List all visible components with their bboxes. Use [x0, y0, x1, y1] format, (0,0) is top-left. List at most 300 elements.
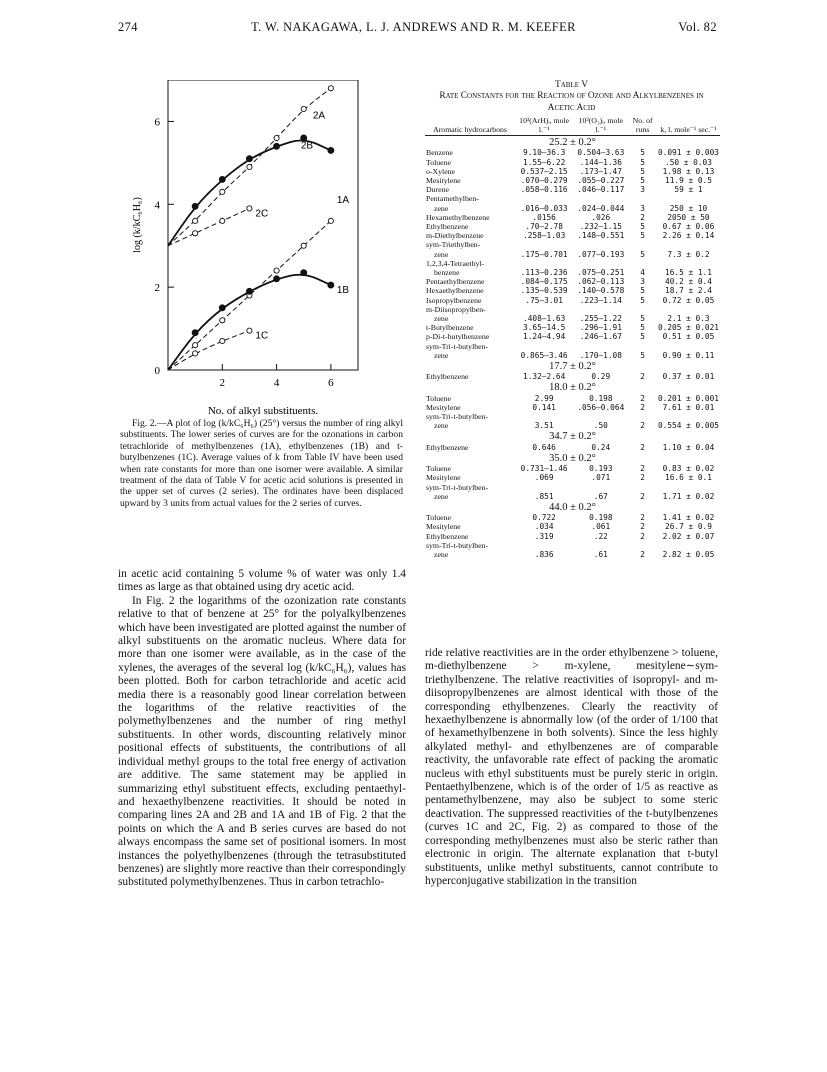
table-cell: 2 [640, 473, 645, 483]
table-row [425, 213, 720, 222]
table-cell: 1,2,3,4-Tetraethyl- [426, 258, 485, 268]
data-point-1B [301, 270, 307, 276]
table-cell: .67 [593, 491, 608, 501]
table-cell: .046–0.117 [577, 185, 625, 195]
table-cell: 16.5 ± 1.1 [665, 268, 712, 278]
plot-frame [168, 80, 358, 370]
table-row [425, 148, 720, 157]
table-cell: 0.193 [589, 464, 613, 474]
table-cell: 5 [640, 350, 645, 360]
table-cell: Durene [426, 185, 449, 195]
plot-axes [132, 80, 358, 417]
table-cell: Toluene [426, 393, 452, 403]
table-cell: .075–0.251 [577, 268, 625, 278]
table-cell: .50 ± 0.03 [665, 157, 712, 167]
table-row [425, 167, 720, 176]
figure-caption-text: Fig. 2.—A plot of log (k/kC₆H₆) (25°) versus the number of ring alkyl substituents. The lower series of curves are for the ozonations in carbon tetrachloride of methylbenzenes (1A), ethylbenzenes (1B) and t-butylbenzenes (1C). Average values of k from Table IV have been used when rate constants for more than one isomer were available. A similar treatment of the data of Table V for acetic acid solutions is presented in the upper set of curves (2 series). The ordinates have been displaced upward by 3 units from actual values for the 2 series of curves. [120, 418, 403, 509]
data-point-2B [274, 143, 280, 149]
table-cell: m-Diethylbenzene [426, 231, 484, 241]
table-cell [515, 412, 573, 421]
table-cell: 1.71 ± 0.02 [662, 491, 715, 501]
page-number: 274 [118, 20, 138, 34]
plot-curves [168, 86, 334, 370]
table-cell [515, 483, 573, 492]
table-cell [628, 342, 657, 351]
data-point-1A [328, 218, 333, 223]
temperature-row [425, 452, 720, 464]
temperature-label: 18.0 ± 0.2° [549, 382, 596, 394]
table-cell [657, 259, 720, 268]
table-cell: 5 [640, 249, 645, 259]
table-cell: zene [434, 203, 449, 213]
table-cell: 0.141 [532, 402, 556, 412]
table-cell: .851 [534, 491, 554, 501]
x-axis-label: No. of alkyl substituents. [207, 405, 319, 417]
data-point-1A [220, 318, 225, 323]
column-header-4: k, l. mole⁻¹ sec.⁻¹ [657, 117, 720, 136]
table-cell: 2 [640, 372, 645, 382]
table-row [425, 305, 720, 314]
table-cell: 0.37 ± 0.01 [662, 372, 715, 382]
table-cell: .056–0.064 [577, 402, 625, 412]
table-cell: Ethylbenzene [426, 372, 469, 382]
table-cell: 0.722 [532, 513, 556, 523]
table-cell: 5 [640, 286, 645, 296]
table-cell [515, 259, 573, 268]
table-cell: 2 [640, 513, 645, 523]
temperature-label: 34.7 ± 0.2° [549, 431, 596, 443]
data-point-2C [220, 218, 225, 223]
table-cell: 1.10 ± 0.04 [662, 442, 715, 452]
table-cell [628, 240, 657, 249]
table-cell [628, 194, 657, 203]
table-row [425, 176, 720, 185]
table-cell: t-Butylbenzene [426, 323, 474, 333]
table-cell: 2 [640, 522, 645, 532]
table-cell: .140–0.578 [577, 286, 625, 296]
column-header-2: 10³(O₃)ᵢ, mole l.⁻¹ [573, 117, 628, 136]
table-cell: 3 [640, 203, 645, 213]
table-cell: 5 [640, 295, 645, 305]
table-cell: 5 [640, 222, 645, 232]
table-cell [657, 240, 720, 249]
table-cell: .246–1.67 [579, 332, 622, 342]
temperature-row [425, 136, 720, 149]
table-cell [573, 412, 628, 421]
table-cell: .071 [591, 473, 611, 483]
table-cell: sym-Tri-t-butylben- [426, 482, 489, 492]
y-tick-label: 6 [154, 116, 160, 129]
table-cell [628, 412, 657, 421]
data-point-2B [328, 147, 334, 153]
table-row [425, 250, 720, 259]
paragraph-continuation: in acetic acid containing 5 volume % of water was only 1.4 times as large as that obtained using dry acetic acid. [118, 568, 406, 594]
table-row [425, 158, 720, 167]
table-cell: 0.646 [532, 442, 556, 452]
table-cell [573, 194, 628, 203]
table-cell: 2.82 ± 0.05 [662, 549, 715, 559]
table-cell: 0.554 ± 0.005 [657, 421, 719, 431]
table-cell: p-Di-t-butylbenzene [426, 332, 490, 342]
table-row [425, 492, 720, 501]
table-cell: 3 [640, 277, 645, 287]
table-cell: .836 [534, 549, 554, 559]
table-cell: 2 [640, 531, 645, 541]
data-point-1B [192, 330, 198, 336]
table-row [425, 342, 720, 351]
data-point-2B [246, 156, 252, 162]
table-cell: 1.24–4.94 [523, 332, 566, 342]
table-cell [515, 342, 573, 351]
table-cell: 5 [640, 176, 645, 185]
table-row [425, 483, 720, 492]
table-cell: 0.67 ± 0.06 [662, 222, 715, 232]
paragraph-right-continuation: ride relative reactivities are in the order ethylbenzene > toluene, m-diethylbenzene > m-xylene, mesitylene∼sym-triethylbenzene. The relative reactivities of isopropyl- and m-diisopropylbenzenes are almost identical with those of the corresponding ethylbenzenes. Clearly the reactivity of hexaethylbenzene is abnormally low (of the order of 1/100 that of hexamethylbenzene in both solvents). Since the less highly alkylated methyl- and ethylbenzenes are of comparable reactivity, the unfavorable rate effect of packing the aromatic nucleus with ethyl substituents must be purely steric in origin. Pentaethylbenzene, which is of the order of 1/5 as reactive as pentamethylbenzene, may also be subject to some steric deactivation. The suppressed reactivities of the t-butylbenzenes (curves 1C and 2C, Fig. 2) as compared to those of the corresponding methylbenzenes must also be steric rather than electronic in origin. The alternate explanation that t-butyl substituents, unlike methyl substituents, cannot contribute to hyperconjugative stabilization in the transition [425, 647, 718, 887]
table-cell: Pentamethylben- [426, 194, 479, 204]
table-cell: .070–0.279 [520, 176, 568, 185]
data-point-1B [328, 282, 334, 288]
table-cell: .175–0.701 [520, 249, 568, 259]
data-point-2C [247, 206, 252, 211]
table-cell: 0.205 ± 0.021 [657, 323, 719, 333]
table-cell [657, 342, 720, 351]
table-cell: 7.61 ± 0.01 [662, 402, 715, 412]
table-cell: 0.091 ± 0.003 [657, 148, 719, 158]
table-cell: .258–1.03 [523, 231, 566, 241]
table-row [425, 222, 720, 231]
running-header-authors: T. W. NAKAGAWA, L. J. ANDREWS AND R. M. KEEFER [251, 20, 576, 34]
table-cell: 2 [640, 442, 645, 452]
table-cell: 2 [640, 393, 645, 403]
y-axis-label: log (k/kC₆H₆) [132, 197, 143, 253]
table-cell: .408–1.63 [523, 314, 566, 324]
table-cell: 26.7 ± 0.9 [665, 522, 712, 532]
table-cell: .50 [593, 421, 608, 431]
table-cell: Ethylbenzene [426, 531, 469, 541]
data-point-2A [193, 218, 198, 223]
data-point-2B [192, 203, 198, 209]
table-cell [657, 541, 720, 550]
table-cell: Ethylbenzene [426, 442, 469, 452]
table-cell: sym-Tri-t-butylben- [426, 341, 489, 351]
table-row [425, 332, 720, 341]
curve-label-2C: 2C [255, 208, 269, 220]
table-row [425, 412, 720, 421]
data-point-2A [328, 86, 333, 91]
table-row [425, 259, 720, 268]
table-row [425, 231, 720, 240]
curve-label-2B: 2B [300, 140, 314, 152]
x-tick-label: 2 [219, 377, 226, 389]
table-cell: 5 [640, 166, 645, 176]
table-cell: benzene [434, 268, 460, 278]
table-cell: 0.504–3.63 [577, 148, 625, 158]
table-cell: 2.99 [534, 393, 554, 403]
temperature-label: 17.7 ± 0.2° [549, 361, 596, 373]
table-row [425, 323, 720, 332]
data-point-2C [193, 231, 198, 236]
table-cell: .024–0.044 [577, 203, 625, 213]
table-cell [657, 483, 720, 492]
table-cell: Isopropylbenzene [426, 295, 482, 305]
table-cell: .061 [591, 522, 611, 532]
table-cell: Toluene [426, 513, 452, 523]
table-cell: 2 [640, 549, 645, 559]
table-cell: 1.32–2.64 [523, 372, 566, 382]
table-cell: 1.55–6.22 [523, 157, 566, 167]
table-label: Table V [555, 80, 588, 90]
data-point-2A [247, 164, 252, 169]
table-cell: 2050 ± 50 [667, 212, 710, 222]
table-cell: .084–0.175 [520, 277, 568, 287]
table-cell: 2 [640, 402, 645, 412]
data-point-1C [220, 338, 225, 343]
data-point-2A [220, 189, 225, 194]
table-row [425, 421, 720, 430]
table-cell: 9.10–36.3 [523, 148, 566, 158]
table-row [425, 372, 720, 381]
table-cell: .077–0.193 [577, 249, 625, 259]
table-row [425, 473, 720, 482]
figure-2-plot [118, 80, 408, 420]
table-cell: sym-Triethylben- [426, 240, 481, 250]
temperature-row [425, 360, 720, 372]
table-cell: 4 [640, 268, 645, 278]
table-cell: .70–2.78 [525, 222, 563, 232]
table-cell: 2.02 ± 0.07 [662, 531, 715, 541]
table-cell: .016–0.033 [520, 203, 568, 213]
table-cell: .058–0.116 [520, 185, 568, 195]
table-row [425, 204, 720, 213]
table-cell: Hexaethylbenzene [426, 286, 484, 296]
table-cell: 0.90 ± 0.11 [662, 350, 715, 360]
table-cell: o-Xylene [426, 166, 456, 176]
table-cell: 1.98 ± 0.13 [662, 166, 715, 176]
data-point-1A [274, 268, 279, 273]
table-cell: 0.72 ± 0.05 [662, 295, 715, 305]
table-cell: .255–1.22 [579, 314, 622, 324]
table-cell [628, 305, 657, 314]
table-title-block [425, 80, 718, 114]
table-cell: 2 [640, 421, 645, 431]
column-header-0: Aromatic hydrocarbons [425, 117, 515, 136]
table-cell: 5 [640, 157, 645, 167]
table-cell [573, 342, 628, 351]
paragraph-fig2-discussion: In Fig. 2 the logarithms of the ozonization rate constants relative to that of benzene at 25° for the polyalkylbenzenes which have been investigated are plotted against the number of alkyl substituents on the aromatic nucleus. Where data for more than one isomer were available, as in the case of the xylenes, the averages of the several log (k/kC₆H₆), values has been plotted. Both for carbon tetrachloride and acetic acid media there is a reasonably good linear correlation between the logarithms of the relative reactivities of the polymethylbenzenes and the number of ring methyl substituents. In other words, discounting relatively minor positional effects of substituents, the contributions of all individual methyl groups to the total free energy of activation are additive. The same statement may be applied in summarizing ethyl substituent effects, excluding pentaethyl- and hexaethylbenzene reactivities. It should be noted in comparing lines 2A and 2B and 1A and 1B of Fig. 2 that the points on which the A and B series curves are based do not always encompass the same set of positional isomers. In most instances the polyethylbenzenes (through the tetrasubstituted benzenes) are slightly more reactive than their correspondingly substituted polymethylbenzenes. Thus in carbon tetrachlo- [118, 594, 406, 889]
table-row [425, 240, 720, 249]
table-cell: Pentaethylbenzene [426, 277, 485, 287]
table-cell: .055–0.227 [577, 176, 625, 185]
figure-caption [120, 418, 403, 509]
y-tick-label: 2 [154, 282, 160, 295]
table-cell: 59 ± 1 [674, 185, 703, 195]
plot-labels [255, 110, 349, 341]
table-cell: 3 [640, 185, 645, 195]
table-cell [573, 259, 628, 268]
table-cell [657, 194, 720, 203]
curve-label-1C: 1C [255, 330, 269, 342]
table-cell [573, 541, 628, 550]
table-cell: Toluene [426, 464, 452, 474]
temperature-row [425, 381, 720, 393]
table-cell: zene [434, 549, 449, 559]
table-cell: zene [434, 350, 449, 360]
table-cell [573, 483, 628, 492]
table-row [425, 314, 720, 323]
table-cell: 5 [640, 323, 645, 333]
data-point-1C [193, 351, 198, 356]
table-row [425, 296, 720, 305]
table-cell: 2 [640, 464, 645, 474]
table-cell: Ethylbenzene [426, 222, 469, 232]
table-cell: .0156 [532, 212, 556, 222]
curve-1C [168, 331, 249, 370]
table-cell: 0.198 [589, 513, 613, 523]
table-cell: 250 ± 10 [669, 203, 708, 213]
table-cell: .296–1.91 [579, 323, 622, 333]
data-point-1A [301, 243, 306, 248]
table-row [425, 522, 720, 531]
table-cell: zene [434, 249, 449, 259]
temperature-label: 35.0 ± 0.2° [549, 452, 596, 464]
table-cell: zene [434, 491, 449, 501]
table-cell: .75–3.01 [525, 295, 563, 305]
table-cell [515, 240, 573, 249]
temperature-row [425, 501, 720, 513]
table-cell [628, 259, 657, 268]
table-cell: 16.6 ± 0.1 [665, 473, 712, 483]
table-cell: 2 [640, 212, 645, 222]
table-row [425, 194, 720, 203]
data-point-1B [246, 288, 252, 294]
table-header-row [425, 117, 720, 136]
table-cell: 0.51 ± 0.05 [662, 332, 715, 342]
table-cell: .034 [534, 522, 554, 532]
data-point-2B [219, 176, 225, 182]
curve-label-1B: 1B [336, 285, 350, 297]
table-cell [515, 194, 573, 203]
table-cell: 0.83 ± 0.02 [662, 464, 715, 474]
column-header-1: 10³(ArH)ᵢ, mole l.⁻¹ [515, 117, 573, 136]
table-cell: .113–0.236 [520, 268, 568, 278]
table-cell: Mesitylene [426, 522, 461, 532]
table-cell: 0.865–3.46 [520, 350, 568, 360]
table-cell: Hexamethylbenzene [426, 212, 490, 222]
table-cell: Mesitylene [426, 402, 461, 412]
table-cell: .026 [591, 212, 611, 222]
table-cell: Benzene [426, 148, 453, 158]
data-point-2A [301, 106, 306, 111]
table-cell: 0.24 [591, 442, 611, 452]
table-cell: 1.41 ± 0.02 [662, 513, 715, 523]
table-cell: 40.2 ± 0.4 [665, 277, 712, 287]
table-cell: 3.65–14.5 [523, 323, 566, 333]
right-column-text [425, 647, 718, 888]
table-cell: 5 [640, 314, 645, 324]
table-cell: .135–0.539 [520, 286, 568, 296]
table-cell: 3.51 [534, 421, 554, 431]
table-row [425, 394, 720, 403]
table-cell: .144–1.36 [579, 157, 622, 167]
table-cell: 2 [640, 491, 645, 501]
volume-label: Vol. 82 [678, 20, 717, 34]
table-cell: Toluene [426, 157, 452, 167]
y-tick-label: 4 [154, 199, 160, 212]
table-cell: 0.29 [591, 372, 611, 382]
table-row [425, 550, 720, 559]
x-tick-label: 4 [273, 377, 280, 389]
table-cell: .232–1.15 [579, 222, 622, 232]
table-cell: 2.1 ± 0.3 [667, 314, 710, 324]
table-cell [573, 240, 628, 249]
data-point-2A [274, 135, 279, 140]
table-title: Rate Constants for the Reaction of Ozone and Alkylbenzenes in Acetic Acid [439, 91, 704, 113]
table-cell: 0.537–2.15 [520, 166, 568, 176]
table-cell [515, 541, 573, 550]
data-point-1A [193, 343, 198, 348]
temperature-label: 25.2 ± 0.2° [549, 137, 596, 149]
table-cell: 0.198 [589, 393, 613, 403]
rate-constants-table [425, 117, 720, 559]
table-cell [628, 541, 657, 550]
column-header-3: No. of runs [628, 117, 657, 136]
table-cell: 5 [640, 231, 645, 241]
table-row [425, 286, 720, 295]
table-cell: 0.201 ± 0.001 [657, 393, 719, 403]
table-cell: .148–0.551 [577, 231, 625, 241]
table-cell [515, 305, 573, 314]
table-cell: .319 [534, 531, 554, 541]
table-row [425, 185, 720, 194]
table-cell: 0.731–1.46 [520, 464, 568, 474]
table-row [425, 513, 720, 522]
left-column-text [118, 568, 406, 890]
table-cell: zene [434, 421, 449, 431]
table-cell [657, 412, 720, 421]
table-cell: .170–1.08 [579, 350, 622, 360]
table-cell: zene [434, 314, 449, 324]
table-cell: m-Diisopropylben- [426, 304, 486, 314]
temperature-label: 44.0 ± 0.2° [549, 501, 596, 513]
table-cell: Mesitylene [426, 176, 461, 185]
table-row [425, 403, 720, 412]
data-point-1B [274, 276, 280, 282]
curve-label-1A: 1A [336, 194, 350, 206]
y-tick-label: 0 [154, 365, 160, 377]
curve-label-2A: 2A [312, 110, 326, 122]
table-cell [657, 305, 720, 314]
table-row [425, 268, 720, 277]
table-cell: .223–1.14 [579, 295, 622, 305]
table-cell: 11.9 ± 0.5 [665, 176, 712, 185]
table-cell [573, 305, 628, 314]
table-cell: .173–1.47 [579, 166, 622, 176]
table-row [425, 464, 720, 473]
table-cell: .22 [593, 531, 608, 541]
table-row [425, 532, 720, 541]
table-row [425, 351, 720, 360]
table-cell: .062–0.113 [577, 277, 625, 287]
table-cell: .61 [593, 549, 608, 559]
table-cell: .069 [534, 473, 554, 483]
table-cell: 7.3 ± 0.2 [667, 249, 710, 259]
table-cell: Mesitylene [426, 473, 461, 483]
data-point-1C [247, 328, 252, 333]
table-cell: sym-Tri-t-butylben- [426, 540, 489, 550]
temperature-row [425, 430, 720, 442]
x-tick-label: 6 [328, 377, 334, 389]
data-point-1B [219, 305, 225, 311]
